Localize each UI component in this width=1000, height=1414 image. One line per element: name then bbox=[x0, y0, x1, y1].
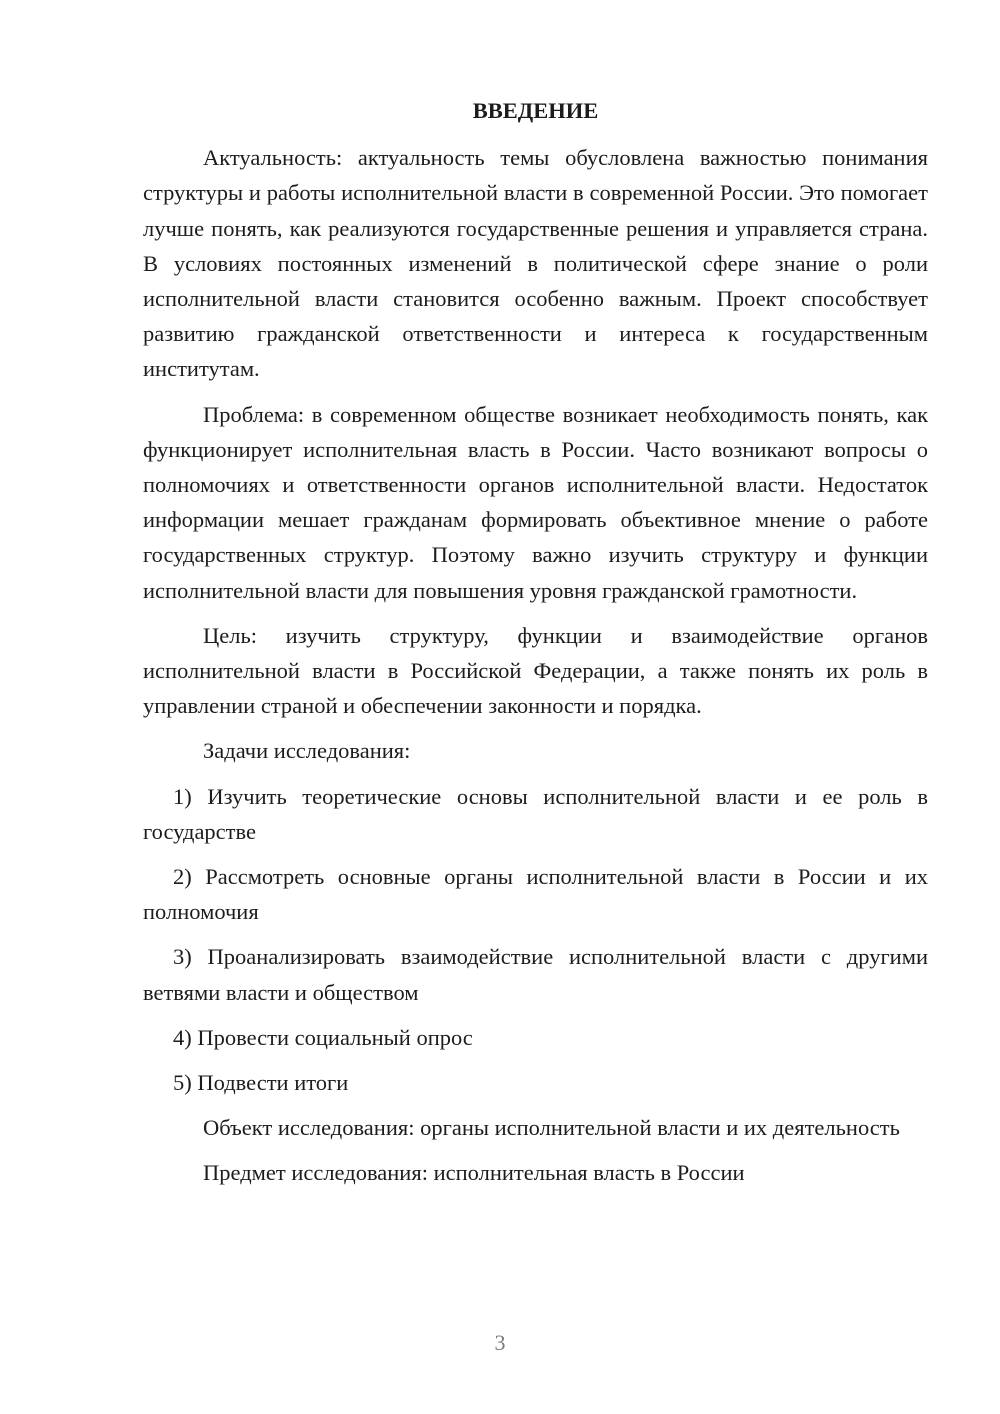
object-paragraph: Объект исследования: органы исполнительной власти и их деятельность bbox=[203, 1115, 900, 1141]
goal-paragraph: Цель: изучить структуру, функции и взаимодействие органов исполнительной власти в Российской Федерации, а также понять их роль в управлении страной и обеспечении законности и порядка. bbox=[143, 622, 928, 719]
section-heading: ВВЕДЕНИЕ bbox=[472, 98, 599, 123]
task-item-4: 4) Провести социальный опрос bbox=[173, 1024, 473, 1050]
document-body bbox=[143, 93, 928, 1201]
task-item-2: 2) Рассмотреть основные органы исполнительной власти в России и их полномочия bbox=[143, 864, 928, 925]
relevance-paragraph: Актуальность: актуальность темы обусловлена важностью понимания структуры и работы исполнительной власти в современной России. Это помогает лучше понять, как реализуются государственные решения и управляется страна. В условиях постоянных изменений в политической сфере знание о роли исполнительной власти становится особенно важным. Проект способствует развитию гражданской ответственности и интереса к государственным институтам. bbox=[143, 145, 928, 382]
problem-paragraph: Проблема: в современном обществе возникает необходимость понять, как функционирует исполнительная власть в России. Часто возникают вопросы о полномочиях и ответственности органов исполнительной власти. Недостаток информации мешает гражданам формировать объективное мнение о работе государственных структур. Поэтому важно изучить структуру и функции исполнительной власти для повышения уровня гражданской грамотности. bbox=[143, 401, 928, 603]
subject-paragraph: Предмет исследования: исполнительная власть в России bbox=[203, 1160, 745, 1186]
task-item-5: 5) Подвести итоги bbox=[173, 1070, 349, 1096]
task-item-3: 3) Проанализировать взаимодействие исполнительной власти с другими ветвями власти и обществом bbox=[143, 944, 928, 1005]
task-item-1: 1) Изучить теоретические основы исполнительной власти и ее роль в государстве bbox=[143, 783, 928, 844]
page-number: 3 bbox=[494, 1330, 506, 1355]
tasks-title: Задачи исследования: bbox=[203, 738, 411, 764]
